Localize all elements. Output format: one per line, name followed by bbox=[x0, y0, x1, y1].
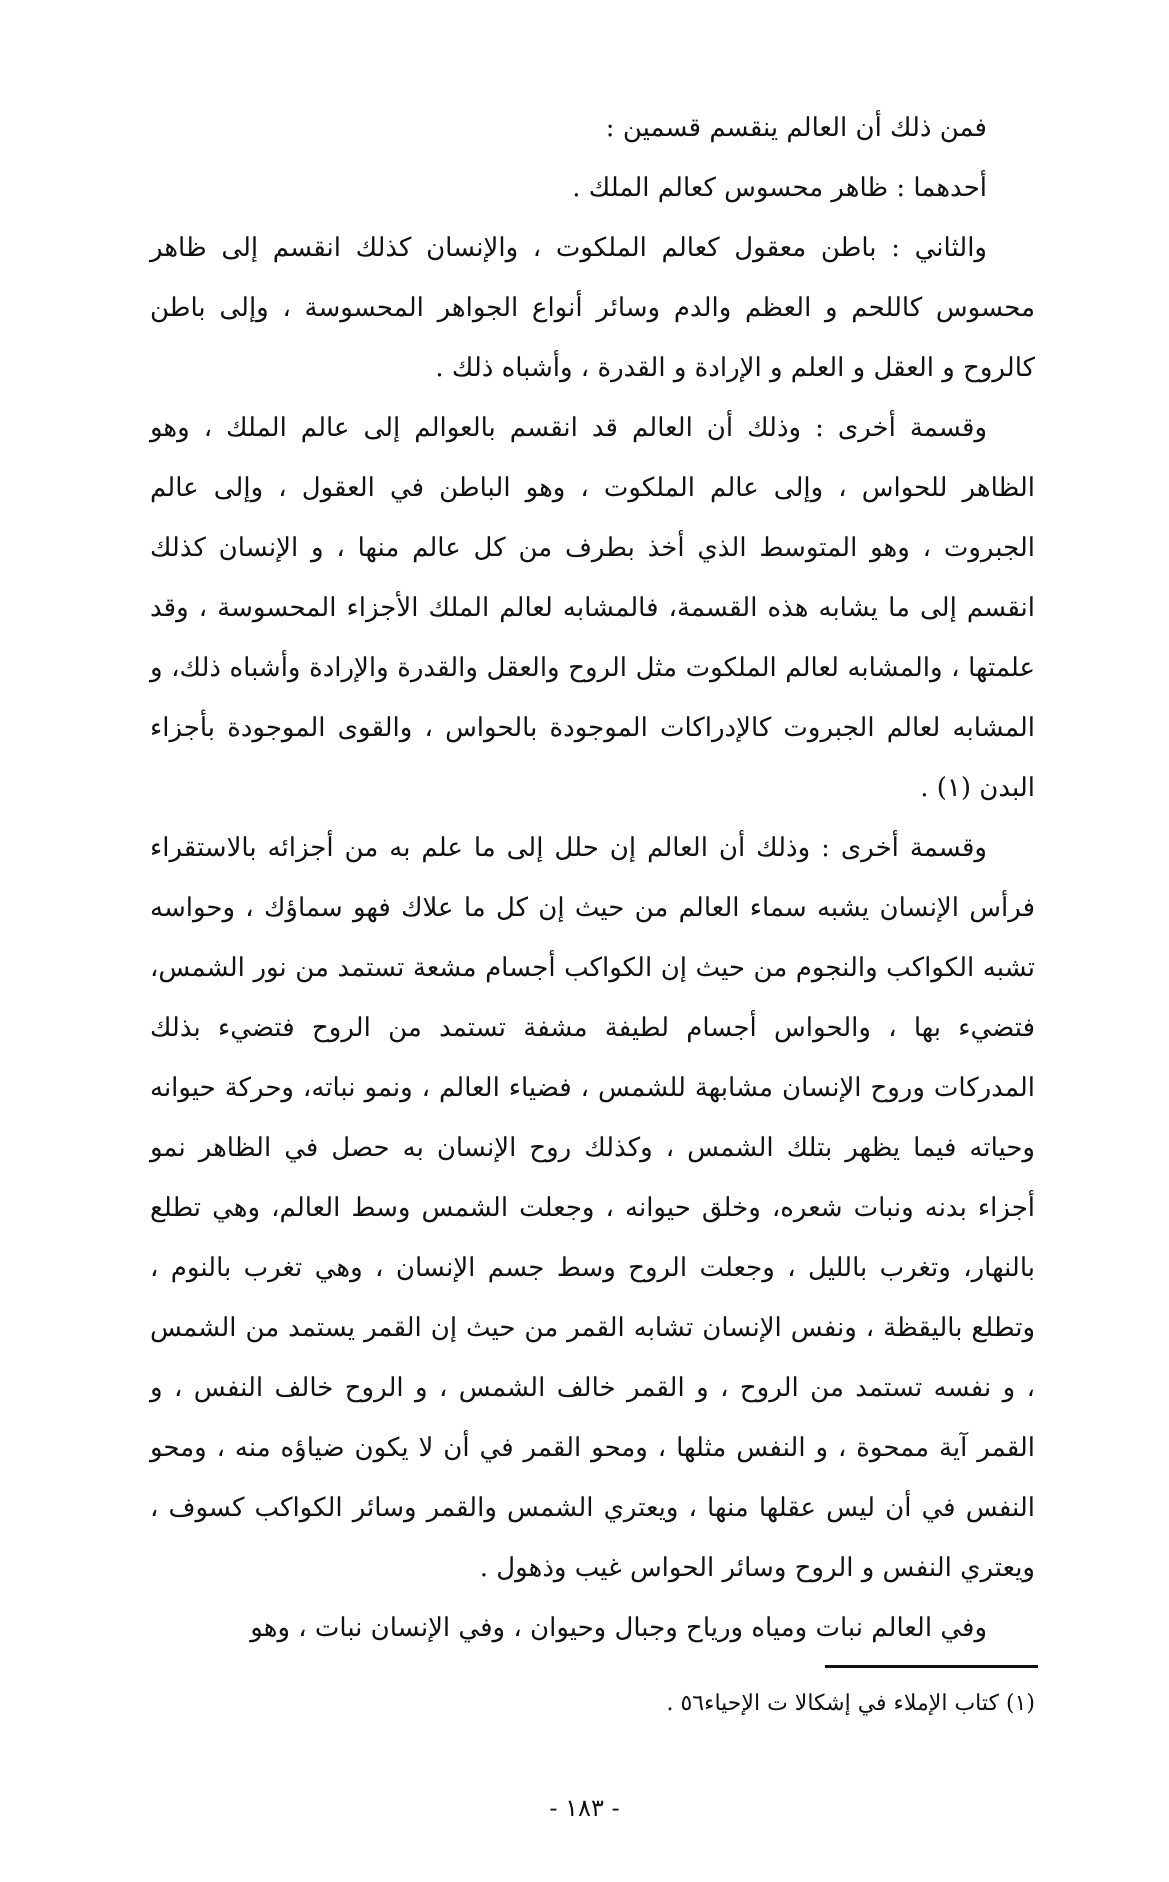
paragraph-another-division: وقسمة أخرى : وذلك أن العالم قد انقسم بالعوالم إلى عالم الملك ، وهو الظاهر للحواس ، وإلى عالم الملكوت ، وهو الباطن في العقول ، وإلى عالم الجبروت ، وهو المتوسط الذي أخذ بطرف من كل عالم منها ، و الإنسان كذلك انقسم إلى ما يشابه هذه القسمة، فالمشابه لعالم الملك الأجزاء المحسوسة ، وقد علمتها ، والمشابه لعالم الملكوت مثل الروح والعقل والقدرة والإرادة وأشباه ذلك، و المشابه لعالم الجبروت كالإدراكات الموجودة بالحواس ، والقوى الموجودة بأجزاء البدن (١) . bbox=[150, 413, 1035, 803]
main-text bbox=[150, 98, 1035, 1658]
page-number: - ١٨٣ - bbox=[549, 1794, 620, 1822]
footnote: (١) كتاب الإملاء في إشكالا ت الإحياء٥٦ . bbox=[666, 1691, 1035, 1716]
paragraph-second-part: والثاني : باطن معقول كعالم الملكوت ، والإنسان كذلك انقسم إلى ظاهر محسوس كاللحم و العظم والدم وسائر أنواع الجواهر المحسوسة ، وإلى باطن كالروح و العقل و العلم و الإرادة و القدرة ، وأشباه ذلك . bbox=[150, 233, 1035, 383]
paragraph-continuation: وفي العالم نبات ومياه ورياح وجبال وحيوان ، وفي الإنسان نبات ، وهو bbox=[250, 1613, 987, 1643]
paragraph-third-division: وقسمة أخرى : وذلك أن العالم إن حلل إلى ما علم به من أجزائه بالاستقراء فرأس الإنسان يشبه سماء العالم من حيث إن كل ما علاك فهو سماؤك ، وحواسه تشبه الكواكب والنجوم من حيث إن الكواكب أجسام مشعة تستمد من نور الشمس، فتضيء بها ، والحواس أجسام لطيفة مشفة تستمد من الروح فتضيء بذلك المدركات وروح الإنسان مشابهة للشمس ، فضياء العالم ، ونمو نباته، وحركة حيوانه وحياته فيما يظهر بتلك الشمس ، وكذلك روح الإنسان به حصل في الظاهر نمو أجزاء بدنه ونبات شعره، وخلق حيوانه ، وجعلت الشمس وسط العالم، وهي تطلع بالنهار، وتغرب بالليل ، وجعلت الروح وسط جسم الإنسان ، وهي تغرب بالنوم ، وتطلع باليقظة ، ونفس الإنسان تشابه القمر من حيث إن القمر يستمد من الشمس ، و نفسه تستمد من الروح ، و القمر خالف الشمس ، و الروح خالف النفس ، و القمر آية ممحوة ، و النفس مثلها ، ومحو القمر في أن لا يكون ضياؤه منه ، ومحو النفس في أن ليس عقلها منها ، ويعتري الشمس والقمر وسائر الكواكب كسوف ، ويعتري النفس و الروح وسائر الحواس غيب وذهول . bbox=[150, 833, 1036, 1583]
footnote-divider bbox=[825, 1665, 1038, 1668]
paragraph-intro: فمن ذلك أن العالم ينقسم قسمين : bbox=[605, 113, 987, 143]
paragraph-first-part: أحدهما : ظاهر محسوس كعالم الملك . bbox=[572, 173, 987, 203]
